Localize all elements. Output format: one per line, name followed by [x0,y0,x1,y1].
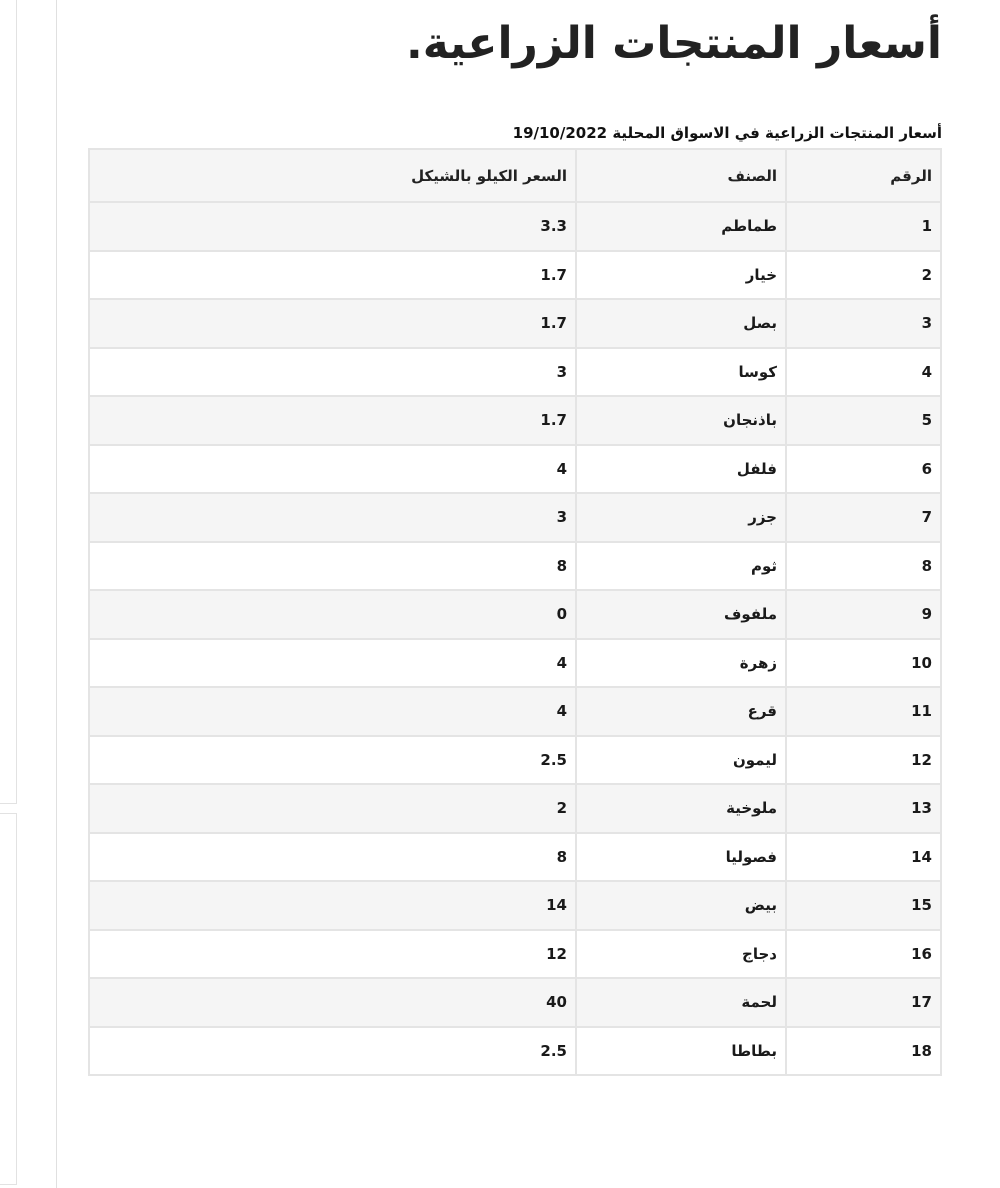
cell-item: بصل [576,299,786,348]
table-row [89,736,941,785]
cell-number: 2 [786,251,941,300]
article-content [90,0,942,1076]
cell-number: 6 [786,445,941,494]
cell-number: 14 [786,833,941,882]
cell-item: ملفوف [576,590,786,639]
table-row [89,251,941,300]
cell-price: 8 [89,542,576,591]
cell-item: فصوليا [576,833,786,882]
cell-price: 1.7 [89,299,576,348]
table-row [89,542,941,591]
cell-item: خيار [576,251,786,300]
cell-item: ليمون [576,736,786,785]
cell-item: فلفل [576,445,786,494]
side-panel-top [0,0,17,804]
cell-item: باذنجان [576,396,786,445]
table-row [89,396,941,445]
header-item: الصنف [576,149,786,202]
cell-number: 16 [786,930,941,979]
cell-number: 13 [786,784,941,833]
table-row [89,299,941,348]
table-row [89,639,941,688]
cell-number: 10 [786,639,941,688]
cell-number: 8 [786,542,941,591]
cell-item: دجاج [576,930,786,979]
cell-price: 40 [89,978,576,1027]
cell-item: قرع [576,687,786,736]
cell-item: ملوخية [576,784,786,833]
cell-number: 17 [786,978,941,1027]
cell-number: 5 [786,396,941,445]
cell-price: 4 [89,639,576,688]
table-caption: أسعار المنتجات الزراعية في الاسواق المحلية 19/10/2022 [512,124,942,142]
page-title: أسعار المنتجات الزراعية. [406,18,942,69]
cell-price: 2 [89,784,576,833]
cell-number: 11 [786,687,941,736]
cell-item: ثوم [576,542,786,591]
table-row [89,833,941,882]
table-row [89,687,941,736]
cell-item: بيض [576,881,786,930]
cell-item: بطاطا [576,1027,786,1076]
cell-price: 3 [89,493,576,542]
table-body [89,202,941,1075]
cell-price: 1.7 [89,251,576,300]
cell-price: 8 [89,833,576,882]
cell-item: زهرة [576,639,786,688]
header-price: السعر الكيلو بالشيكل [89,149,576,202]
prices-table [88,148,942,1076]
cell-item: لحمة [576,978,786,1027]
cell-number: 7 [786,493,941,542]
cell-number: 12 [786,736,941,785]
cell-item: كوسا [576,348,786,397]
table-row [89,784,941,833]
side-panel-bottom [0,813,17,1185]
cell-price: 14 [89,881,576,930]
cell-item: جزر [576,493,786,542]
cell-price: 2.5 [89,736,576,785]
cell-price: 3.3 [89,202,576,251]
table-row [89,978,941,1027]
table-row [89,445,941,494]
cell-number: 9 [786,590,941,639]
table-row [89,881,941,930]
cell-number: 15 [786,881,941,930]
header-number: الرقم [786,149,941,202]
table-header-row [89,149,941,202]
table-row [89,493,941,542]
table-row [89,348,941,397]
cell-price: 0 [89,590,576,639]
table-row [89,1027,941,1076]
table-row [89,202,941,251]
cell-price: 3 [89,348,576,397]
cell-price: 12 [89,930,576,979]
cell-price: 4 [89,445,576,494]
cell-item: طماطم [576,202,786,251]
cell-number: 3 [786,299,941,348]
table-row [89,930,941,979]
table-row [89,590,941,639]
cell-price: 4 [89,687,576,736]
cell-number: 4 [786,348,941,397]
cell-price: 1.7 [89,396,576,445]
cell-price: 2.5 [89,1027,576,1076]
cell-number: 18 [786,1027,941,1076]
cell-number: 1 [786,202,941,251]
